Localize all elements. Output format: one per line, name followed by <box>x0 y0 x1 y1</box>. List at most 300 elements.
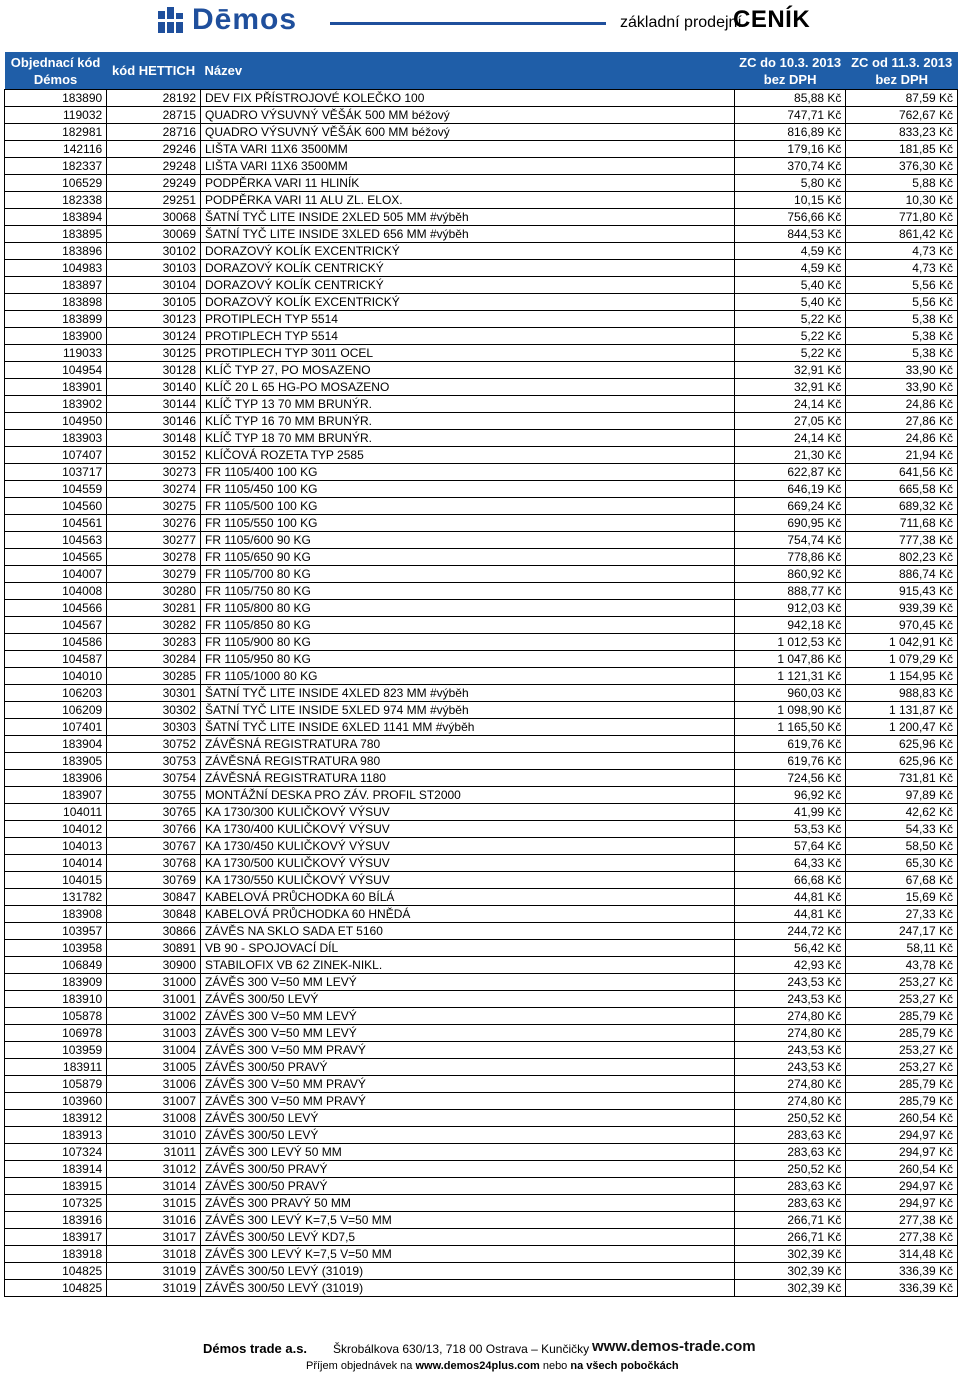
demos-code-cell: 183913 <box>5 1127 107 1144</box>
table-row <box>5 226 958 243</box>
price-old-cell: 24,14 Kč <box>734 396 846 413</box>
hettich-code-cell: 30283 <box>107 634 201 651</box>
demos-code-cell: 104950 <box>5 413 107 430</box>
price-old-cell: 283,63 Kč <box>734 1195 846 1212</box>
hettich-code-cell: 30275 <box>107 498 201 515</box>
table-row <box>5 1144 958 1161</box>
price-old-cell: 5,40 Kč <box>734 294 846 311</box>
product-name-cell: ZÁVĚS 300 V=50 MM LEVÝ <box>201 974 735 991</box>
demos-code-cell: 103958 <box>5 940 107 957</box>
price-old-cell: 243,53 Kč <box>734 991 846 1008</box>
product-name-cell: KLÍČOVÁ ROZETA TYP 2585 <box>201 447 735 464</box>
footer-website-link[interactable]: www.demos-trade.com <box>592 1338 756 1355</box>
price-new-cell: 87,59 Kč <box>846 90 958 107</box>
price-old-cell: 57,64 Kč <box>734 838 846 855</box>
product-name-cell: ZÁVĚS 300/50 LEVÝ <box>201 1127 735 1144</box>
table-row <box>5 957 958 974</box>
price-new-cell: 253,27 Kč <box>846 974 958 991</box>
price-old-cell: 53,53 Kč <box>734 821 846 838</box>
table-row <box>5 991 958 1008</box>
demos-code-cell: 183917 <box>5 1229 107 1246</box>
price-old-cell: 619,76 Kč <box>734 753 846 770</box>
demos-code-cell: 104566 <box>5 600 107 617</box>
column-header-line: ZC od 11.3. 2013 <box>851 54 953 70</box>
demos-code-cell: 119032 <box>5 107 107 124</box>
table-row <box>5 1093 958 1110</box>
hettich-code-cell: 30303 <box>107 719 201 736</box>
table-row <box>5 974 958 991</box>
table-row <box>5 1025 958 1042</box>
hettich-code-cell: 29251 <box>107 192 201 209</box>
product-name-cell: ŠATNÍ TYČ LITE INSIDE 6XLED 1141 MM #výběh <box>201 719 735 736</box>
product-name-cell: ZÁVĚS 300/50 PRAVÝ <box>201 1178 735 1195</box>
price-new-cell: 43,78 Kč <box>846 957 958 974</box>
demos-code-cell: 105879 <box>5 1076 107 1093</box>
price-old-cell: 960,03 Kč <box>734 685 846 702</box>
price-old-cell: 274,80 Kč <box>734 1008 846 1025</box>
demos-code-cell: 183898 <box>5 294 107 311</box>
table-row <box>5 379 958 396</box>
hettich-code-cell: 31010 <box>107 1127 201 1144</box>
table-row <box>5 838 958 855</box>
price-old-cell: 5,80 Kč <box>734 175 846 192</box>
hettich-code-cell: 30152 <box>107 447 201 464</box>
hettich-code-cell: 30277 <box>107 532 201 549</box>
hettich-code-cell: 30302 <box>107 702 201 719</box>
price-table-body <box>5 90 958 1297</box>
product-name-cell: PROTIPLECH TYP 3011 OCEL <box>201 345 735 362</box>
hettich-code-cell: 31011 <box>107 1144 201 1161</box>
price-old-cell: 250,52 Kč <box>734 1161 846 1178</box>
hettich-code-cell: 31003 <box>107 1025 201 1042</box>
product-name-cell: ZÁVĚS 300/50 PRAVÝ <box>201 1161 735 1178</box>
table-row <box>5 770 958 787</box>
hettich-code-cell: 30102 <box>107 243 201 260</box>
price-new-cell: 5,56 Kč <box>846 294 958 311</box>
price-old-cell: 10,15 Kč <box>734 192 846 209</box>
product-name-cell: KLÍČ TYP 16 70 MM BRUNÝR. <box>201 413 735 430</box>
demos-code-cell: 106203 <box>5 685 107 702</box>
product-name-cell: FR 1105/550 100 KG <box>201 515 735 532</box>
hettich-code-cell: 30281 <box>107 600 201 617</box>
hettich-code-cell: 31004 <box>107 1042 201 1059</box>
demos-code-cell: 107324 <box>5 1144 107 1161</box>
table-row <box>5 464 958 481</box>
product-name-cell: ZÁVĚS 300/50 LEVÝ <box>201 1110 735 1127</box>
demos-code-cell: 131782 <box>5 889 107 906</box>
hettich-code-cell: 30128 <box>107 362 201 379</box>
demos-code-cell: 103957 <box>5 923 107 940</box>
demos-code-cell: 106849 <box>5 957 107 974</box>
demos-code-cell: 104560 <box>5 498 107 515</box>
product-name-cell: STABILOFIX VB 62 ZINEK-NIKL. <box>201 957 735 974</box>
price-new-cell: 5,38 Kč <box>846 345 958 362</box>
product-name-cell: ZÁVĚS 300 V=50 MM PRAVÝ <box>201 1093 735 1110</box>
product-name-cell: KABELOVÁ PRŮCHODKA 60 BÍLÁ <box>201 889 735 906</box>
product-name-cell: ZÁVĚS 300 PRAVÝ 50 MM <box>201 1195 735 1212</box>
hettich-code-cell: 31016 <box>107 1212 201 1229</box>
price-old-cell: 32,91 Kč <box>734 379 846 396</box>
price-old-cell: 1 121,31 Kč <box>734 668 846 685</box>
price-old-cell: 888,77 Kč <box>734 583 846 600</box>
hettich-code-cell: 30273 <box>107 464 201 481</box>
table-row <box>5 413 958 430</box>
demos-code-cell: 104825 <box>5 1263 107 1280</box>
price-old-cell: 41,99 Kč <box>734 804 846 821</box>
price-new-cell: 5,38 Kč <box>846 328 958 345</box>
hettich-code-cell: 30279 <box>107 566 201 583</box>
document-title: CENÍK <box>733 6 811 33</box>
demos-code-cell: 183903 <box>5 430 107 447</box>
demos-code-cell: 106529 <box>5 175 107 192</box>
price-old-cell: 243,53 Kč <box>734 974 846 991</box>
hettich-code-cell: 30104 <box>107 277 201 294</box>
price-old-cell: 274,80 Kč <box>734 1025 846 1042</box>
price-new-cell: 67,68 Kč <box>846 872 958 889</box>
product-name-cell: KA 1730/300 KULIČKOVÝ VÝSUV <box>201 804 735 821</box>
price-old-cell: 66,68 Kč <box>734 872 846 889</box>
price-old-cell: 747,71 Kč <box>734 107 846 124</box>
product-name-cell: KA 1730/500 KULIČKOVÝ VÝSUV <box>201 855 735 872</box>
hettich-code-cell: 30848 <box>107 906 201 923</box>
price-new-cell: 24,86 Kč <box>846 396 958 413</box>
hettich-code-cell: 30274 <box>107 481 201 498</box>
price-old-cell: 302,39 Kč <box>734 1246 846 1263</box>
price-old-cell: 32,91 Kč <box>734 362 846 379</box>
demos-code-cell: 119033 <box>5 345 107 362</box>
table-row <box>5 889 958 906</box>
price-new-cell: 253,27 Kč <box>846 1059 958 1076</box>
demos-logo <box>156 5 297 35</box>
product-name-cell: ZÁVĚS 300 LEVÝ 50 MM <box>201 1144 735 1161</box>
table-row <box>5 243 958 260</box>
price-new-cell: 247,17 Kč <box>846 923 958 940</box>
hettich-code-cell: 30847 <box>107 889 201 906</box>
price-new-cell: 988,83 Kč <box>846 685 958 702</box>
price-old-cell: 844,53 Kč <box>734 226 846 243</box>
hettich-code-cell: 31008 <box>107 1110 201 1127</box>
table-row <box>5 1076 958 1093</box>
page-header <box>0 0 960 48</box>
product-name-cell: ZÁVĚS 300/50 LEVÝ (31019) <box>201 1280 735 1297</box>
product-name-cell: FR 1105/800 80 KG <box>201 600 735 617</box>
demos-code-cell: 183901 <box>5 379 107 396</box>
price-old-cell: 243,53 Kč <box>734 1042 846 1059</box>
column-header-hettich-code <box>107 52 201 90</box>
table-row <box>5 583 958 600</box>
price-new-cell: 5,56 Kč <box>846 277 958 294</box>
price-new-cell: 1 154,95 Kč <box>846 668 958 685</box>
footer-order-site-link[interactable]: www.demos24plus.com <box>415 1360 540 1372</box>
hettich-code-cell: 31019 <box>107 1280 201 1297</box>
demos-code-cell: 183915 <box>5 1178 107 1195</box>
hettich-code-cell: 30148 <box>107 430 201 447</box>
price-old-cell: 5,22 Kč <box>734 345 846 362</box>
price-new-cell: 939,39 Kč <box>846 600 958 617</box>
table-row <box>5 1178 958 1195</box>
table-row <box>5 362 958 379</box>
price-new-cell: 294,97 Kč <box>846 1195 958 1212</box>
product-name-cell: KLÍČ TYP 18 70 MM BRUNÝR. <box>201 430 735 447</box>
price-new-cell: 970,45 Kč <box>846 617 958 634</box>
price-new-cell: 33,90 Kč <box>846 379 958 396</box>
demos-logo-icon <box>156 5 186 35</box>
price-old-cell: 1 165,50 Kč <box>734 719 846 736</box>
demos-code-cell: 183904 <box>5 736 107 753</box>
price-old-cell: 816,89 Kč <box>734 124 846 141</box>
table-row <box>5 141 958 158</box>
hettich-code-cell: 29246 <box>107 141 201 158</box>
demos-code-cell: 183890 <box>5 90 107 107</box>
price-old-cell: 266,71 Kč <box>734 1229 846 1246</box>
price-old-cell: 244,72 Kč <box>734 923 846 940</box>
price-old-cell: 250,52 Kč <box>734 1110 846 1127</box>
demos-code-cell: 183909 <box>5 974 107 991</box>
demos-code-cell: 183896 <box>5 243 107 260</box>
hettich-code-cell: 30766 <box>107 821 201 838</box>
demos-code-cell: 107325 <box>5 1195 107 1212</box>
demos-code-cell: 104008 <box>5 583 107 600</box>
hettich-code-cell: 31012 <box>107 1161 201 1178</box>
price-new-cell: 4,73 Kč <box>846 243 958 260</box>
demos-code-cell: 183905 <box>5 753 107 770</box>
demos-code-cell: 182337 <box>5 158 107 175</box>
table-row <box>5 1110 958 1127</box>
hettich-code-cell: 30754 <box>107 770 201 787</box>
table-row <box>5 600 958 617</box>
price-new-cell: 1 079,29 Kč <box>846 651 958 668</box>
demos-code-cell: 104011 <box>5 804 107 821</box>
table-row <box>5 634 958 651</box>
product-name-cell: KABELOVÁ PRŮCHODKA 60 HNĚDÁ <box>201 906 735 923</box>
price-old-cell: 283,63 Kč <box>734 1127 846 1144</box>
product-name-cell: ŠATNÍ TYČ LITE INSIDE 5XLED 974 MM #výběh <box>201 702 735 719</box>
footer-company: Démos trade a.s. <box>203 1341 308 1356</box>
price-new-cell: 711,68 Kč <box>846 515 958 532</box>
demos-code-cell: 183895 <box>5 226 107 243</box>
product-name-cell: FR 1105/650 90 KG <box>201 549 735 566</box>
price-old-cell: 44,81 Kč <box>734 906 846 923</box>
hettich-code-cell: 28716 <box>107 124 201 141</box>
column-header-price-old <box>734 52 846 90</box>
price-old-cell: 283,63 Kč <box>734 1144 846 1161</box>
price-old-cell: 619,76 Kč <box>734 736 846 753</box>
table-row <box>5 481 958 498</box>
hettich-code-cell: 30068 <box>107 209 201 226</box>
demos-code-cell: 104825 <box>5 1280 107 1297</box>
hettich-code-cell: 30278 <box>107 549 201 566</box>
hettich-code-cell: 30124 <box>107 328 201 345</box>
demos-code-cell: 183902 <box>5 396 107 413</box>
product-name-cell: LIŠTA VARI 11X6 3500MM <box>201 141 735 158</box>
price-old-cell: 274,80 Kč <box>734 1093 846 1110</box>
price-new-cell: 42,62 Kč <box>846 804 958 821</box>
product-name-cell: ZÁVĚS 300 LEVÝ K=7,5 V=50 MM <box>201 1246 735 1263</box>
price-new-cell: 1 131,87 Kč <box>846 702 958 719</box>
demos-code-cell: 104015 <box>5 872 107 889</box>
price-old-cell: 622,87 Kč <box>734 464 846 481</box>
price-new-cell: 285,79 Kč <box>846 1008 958 1025</box>
price-old-cell: 912,03 Kč <box>734 600 846 617</box>
table-row <box>5 532 958 549</box>
product-name-cell: FR 1105/700 80 KG <box>201 566 735 583</box>
hettich-code-cell: 30285 <box>107 668 201 685</box>
table-row <box>5 753 958 770</box>
product-name-cell: PODPĚRKA VARI 11 HLINÍK <box>201 175 735 192</box>
footer-order-info <box>306 1360 679 1372</box>
price-new-cell: 641,56 Kč <box>846 464 958 481</box>
hettich-code-cell: 28192 <box>107 90 201 107</box>
price-old-cell: 274,80 Kč <box>734 1076 846 1093</box>
product-name-cell: KA 1730/450 KULIČKOVÝ VÝSUV <box>201 838 735 855</box>
hettich-code-cell: 31018 <box>107 1246 201 1263</box>
price-new-cell: 27,33 Kč <box>846 906 958 923</box>
price-new-cell: 802,23 Kč <box>846 549 958 566</box>
price-new-cell: 27,86 Kč <box>846 413 958 430</box>
price-new-cell: 97,89 Kč <box>846 787 958 804</box>
price-old-cell: 756,66 Kč <box>734 209 846 226</box>
product-name-cell: DORAZOVÝ KOLÍK EXCENTRICKÝ <box>201 294 735 311</box>
price-new-cell: 277,38 Kč <box>846 1212 958 1229</box>
demos-code-cell: 183894 <box>5 209 107 226</box>
demos-code-cell: 183918 <box>5 1246 107 1263</box>
table-row <box>5 736 958 753</box>
product-name-cell: ZÁVĚSNÁ REGISTRATURA 1180 <box>201 770 735 787</box>
price-new-cell: 915,43 Kč <box>846 583 958 600</box>
demos-code-cell: 104586 <box>5 634 107 651</box>
product-name-cell: ZÁVĚSNÁ REGISTRATURA 780 <box>201 736 735 753</box>
table-row <box>5 90 958 107</box>
demos-code-cell: 183900 <box>5 328 107 345</box>
hettich-code-cell: 30765 <box>107 804 201 821</box>
hettich-code-cell: 31001 <box>107 991 201 1008</box>
demos-code-cell: 106978 <box>5 1025 107 1042</box>
hettich-code-cell: 29249 <box>107 175 201 192</box>
demos-code-cell: 107401 <box>5 719 107 736</box>
table-row <box>5 107 958 124</box>
product-name-cell: ŠATNÍ TYČ LITE INSIDE 3XLED 656 MM #výběh <box>201 226 735 243</box>
hettich-code-cell: 30755 <box>107 787 201 804</box>
product-name-cell: FR 1105/950 80 KG <box>201 651 735 668</box>
price-old-cell: 96,92 Kč <box>734 787 846 804</box>
price-new-cell: 58,11 Kč <box>846 940 958 957</box>
hettich-code-cell: 31015 <box>107 1195 201 1212</box>
table-row <box>5 1246 958 1263</box>
price-new-cell: 15,69 Kč <box>846 889 958 906</box>
demos-code-cell: 104559 <box>5 481 107 498</box>
hettich-code-cell: 30123 <box>107 311 201 328</box>
product-name-cell: ŠATNÍ TYČ LITE INSIDE 2XLED 505 MM #výběh <box>201 209 735 226</box>
product-name-cell: DORAZOVÝ KOLÍK CENTRICKÝ <box>201 260 735 277</box>
demos-code-cell: 142116 <box>5 141 107 158</box>
table-row <box>5 906 958 923</box>
table-row <box>5 1195 958 1212</box>
price-old-cell: 266,71 Kč <box>734 1212 846 1229</box>
table-row <box>5 1263 958 1280</box>
hettich-code-cell: 30767 <box>107 838 201 855</box>
table-row <box>5 124 958 141</box>
price-old-cell: 24,14 Kč <box>734 430 846 447</box>
price-new-cell: 336,39 Kč <box>846 1263 958 1280</box>
table-row <box>5 872 958 889</box>
price-new-cell: 260,54 Kč <box>846 1110 958 1127</box>
table-row <box>5 787 958 804</box>
product-name-cell: PROTIPLECH TYP 5514 <box>201 328 735 345</box>
hettich-code-cell: 30144 <box>107 396 201 413</box>
demos-code-cell: 107407 <box>5 447 107 464</box>
demos-code-cell: 106209 <box>5 702 107 719</box>
price-new-cell: 777,38 Kč <box>846 532 958 549</box>
price-old-cell: 754,74 Kč <box>734 532 846 549</box>
price-new-cell: 336,39 Kč <box>846 1280 958 1297</box>
hettich-code-cell: 29248 <box>107 158 201 175</box>
hettich-code-cell: 30140 <box>107 379 201 396</box>
column-header-line: bez DPH <box>763 71 817 87</box>
price-old-cell: 1 098,90 Kč <box>734 702 846 719</box>
product-name-cell: FR 1105/450 100 KG <box>201 481 735 498</box>
demos-code-cell: 103960 <box>5 1093 107 1110</box>
price-old-cell: 5,22 Kč <box>734 328 846 345</box>
product-name-cell: FR 1105/750 80 KG <box>201 583 735 600</box>
table-row <box>5 1161 958 1178</box>
demos-code-cell: 183897 <box>5 277 107 294</box>
demos-code-cell: 104561 <box>5 515 107 532</box>
price-old-cell: 860,92 Kč <box>734 566 846 583</box>
table-row <box>5 1229 958 1246</box>
price-new-cell: 54,33 Kč <box>846 821 958 838</box>
price-new-cell: 21,94 Kč <box>846 447 958 464</box>
price-new-cell: 260,54 Kč <box>846 1161 958 1178</box>
price-old-cell: 724,56 Kč <box>734 770 846 787</box>
header-rule <box>330 22 606 25</box>
price-table-wrapper <box>4 52 958 1297</box>
demos-code-cell: 183908 <box>5 906 107 923</box>
price-old-cell: 4,59 Kč <box>734 243 846 260</box>
table-row <box>5 515 958 532</box>
hettich-code-cell: 30069 <box>107 226 201 243</box>
price-new-cell: 181,85 Kč <box>846 141 958 158</box>
demos-code-cell: 104983 <box>5 260 107 277</box>
footer-address: Škrobálkova 630/13, 718 00 Ostrava – Kunčičky <box>333 1342 590 1356</box>
hettich-code-cell: 30900 <box>107 957 201 974</box>
product-name-cell: QUADRO VÝSUVNÝ VĚŠÁK 500 MM béžový <box>201 107 735 124</box>
product-name-cell: DORAZOVÝ KOLÍK EXCENTRICKÝ <box>201 243 735 260</box>
demos-code-cell: 105878 <box>5 1008 107 1025</box>
demos-code-cell: 183912 <box>5 1110 107 1127</box>
table-row <box>5 821 958 838</box>
demos-code-cell: 103717 <box>5 464 107 481</box>
price-new-cell: 665,58 Kč <box>846 481 958 498</box>
column-header-line: Objednací kód <box>10 54 101 70</box>
table-row <box>5 685 958 702</box>
product-name-cell: FR 1105/600 90 KG <box>201 532 735 549</box>
product-name-cell: FR 1105/850 80 KG <box>201 617 735 634</box>
hettich-code-cell: 30891 <box>107 940 201 957</box>
product-name-cell: ZÁVĚS 300 V=50 MM LEVÝ <box>201 1008 735 1025</box>
demos-code-cell: 104565 <box>5 549 107 566</box>
product-name-cell: PROTIPLECH TYP 5514 <box>201 311 735 328</box>
product-name-cell: ZÁVĚS 300/50 LEVÝ KD7,5 <box>201 1229 735 1246</box>
price-old-cell: 1 012,53 Kč <box>734 634 846 651</box>
table-row <box>5 566 958 583</box>
product-name-cell: MONTÁŽNÍ DESKA PRO ZÁV. PROFIL ST2000 <box>201 787 735 804</box>
price-old-cell: 5,40 Kč <box>734 277 846 294</box>
table-row <box>5 855 958 872</box>
product-name-cell: FR 1105/400 100 KG <box>201 464 735 481</box>
price-new-cell: 376,30 Kč <box>846 158 958 175</box>
product-name-cell: ZÁVĚS 300 LEVÝ K=7,5 V=50 MM <box>201 1212 735 1229</box>
product-name-cell: ZÁVĚS 300 V=50 MM PRAVÝ <box>201 1042 735 1059</box>
